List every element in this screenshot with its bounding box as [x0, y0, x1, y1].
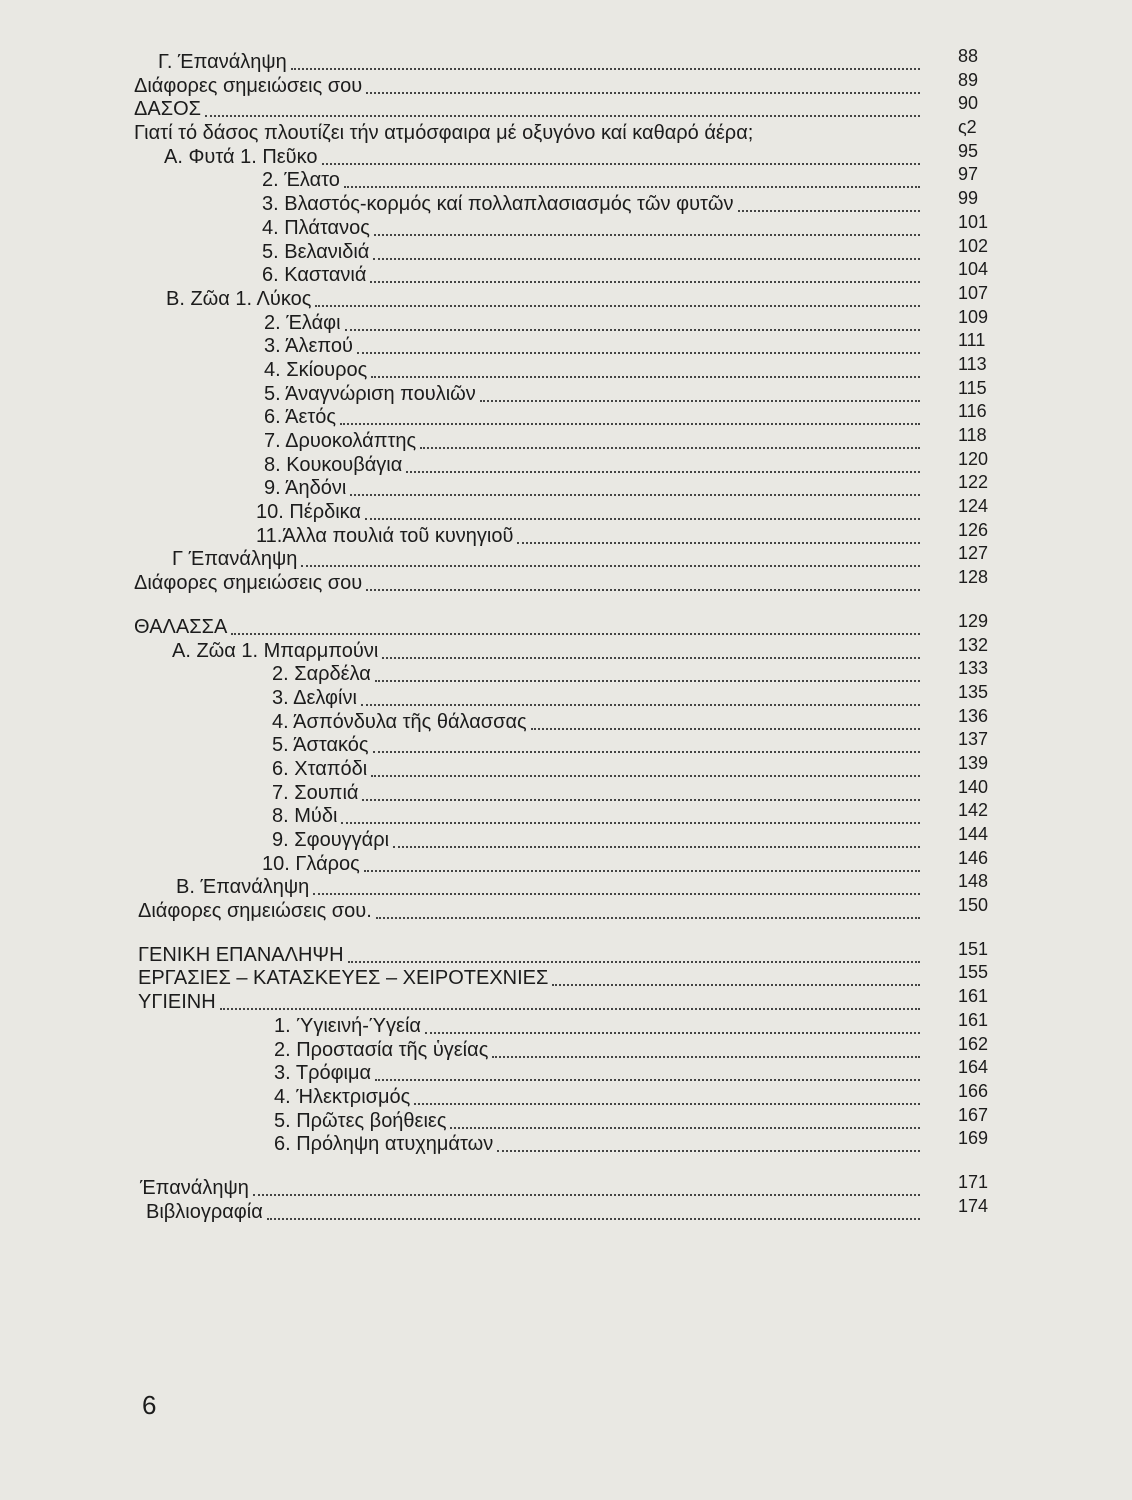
- toc-entry-label: 6. Άετός: [264, 406, 337, 429]
- toc-entry: [0, 119, 1132, 143]
- toc-entry: [0, 353, 1132, 381]
- toc-dot-leader: [374, 214, 920, 236]
- toc-dot-leader: [341, 802, 920, 824]
- toc-dot-leader: [480, 380, 920, 402]
- toc-dot-leader: [361, 684, 920, 706]
- toc-entry: [0, 681, 1132, 709]
- toc-entry-page: 146: [958, 847, 989, 868]
- toc-dot-leader: [371, 755, 920, 777]
- toc-entry-label: 1. Ύγιεινή-Ύγεία: [274, 1014, 421, 1037]
- toc-entry: [0, 705, 1132, 733]
- toc-entry: [0, 660, 1132, 684]
- toc-dot-leader: [738, 190, 920, 212]
- page-number: 6: [142, 1390, 157, 1420]
- toc-dot-leader: [301, 545, 920, 567]
- toc-entry-label: 4. Ήλεκτρισμός: [274, 1085, 411, 1108]
- toc-dot-leader: [220, 988, 920, 1010]
- toc-entry: [0, 211, 1132, 239]
- toc-entry-page: 124: [958, 496, 989, 517]
- toc-entry-page: 99: [958, 188, 979, 209]
- toc-entry-page: 95: [958, 140, 979, 161]
- toc-entry-page: 174: [958, 1195, 989, 1216]
- toc-entry-label: 3. Δελφίνι: [272, 686, 357, 709]
- toc-entry-page: 142: [958, 800, 989, 821]
- toc-entry: [0, 1080, 1132, 1108]
- toc-entry: [0, 427, 1132, 451]
- toc-entry-page: 167: [958, 1104, 989, 1125]
- toc-entry-label: ΘΑΛΑΣΣΑ: [134, 615, 228, 638]
- toc-dot-leader: [313, 873, 920, 895]
- toc-entry-page: 126: [958, 519, 989, 540]
- toc-entry-label: 2. Έλάφι: [264, 311, 341, 334]
- toc-entry-label: Β. Ζῶα 1. Λύκος: [166, 287, 312, 310]
- toc-entry-page: 136: [958, 705, 989, 726]
- toc-dot-leader: [450, 1107, 920, 1129]
- toc-dot-leader: [348, 941, 920, 963]
- toc-entry-page: 161: [958, 986, 989, 1007]
- toc-entry-label: Γ Έπανάληψη: [172, 548, 298, 571]
- toc-entry-label: Διάφορες σημειώσεις σου.: [138, 900, 372, 923]
- toc-entry: [0, 1130, 1132, 1154]
- toc-entry: [0, 752, 1132, 780]
- toc-dot-leader: [375, 660, 920, 682]
- toc-entry-page: 171: [958, 1171, 989, 1192]
- toc-entry-page: 101: [958, 211, 989, 232]
- toc-dot-leader: [393, 826, 920, 848]
- toc-dot-leader: [350, 474, 920, 496]
- toc-dot-leader: [382, 637, 920, 659]
- toc-entry-label: 8. Μύδι: [272, 805, 338, 828]
- toc-dot-leader: [322, 143, 921, 165]
- toc-entry-label: 2. Σαρδέλα: [272, 663, 371, 686]
- toc-entry: [0, 1195, 1132, 1223]
- toc-dot-leader: [291, 48, 920, 70]
- toc-entry-label: Α. Φυτά 1. Πεῦκο: [164, 145, 318, 168]
- toc-entry-label: Βιβλιογραφία: [146, 1200, 263, 1223]
- toc-entry: [0, 776, 1132, 804]
- toc-dot-leader: [420, 427, 920, 449]
- toc-entry-label: 5. Πρῶτες βοήθειες: [274, 1109, 447, 1132]
- toc-dot-leader: [315, 285, 920, 307]
- toc-dot-leader: [231, 613, 920, 635]
- toc-entry: [0, 1009, 1132, 1037]
- toc-entry-page: 169: [958, 1128, 989, 1149]
- toc-entry-label: Γ. Έπανάληψη: [158, 51, 287, 73]
- toc-entry-page: 161: [958, 1009, 989, 1030]
- toc-entry: [0, 519, 1132, 547]
- toc-entry-label: 9. Άηδόνι: [264, 477, 347, 500]
- toc-entry-label: 5. Άστακός: [272, 734, 369, 757]
- toc-entry-label: Γιατί τό δάσος πλουτίζει τήν ατμόσφαιρα μέ οξυγόνο καί καθαρό άέρα;: [134, 122, 754, 145]
- toc-entry: [0, 306, 1132, 334]
- toc-entry: [0, 282, 1132, 310]
- toc-entry: [0, 48, 1132, 72]
- toc-entry-page: 115: [958, 377, 987, 398]
- toc-entry-label: 10. Πέρδικα: [256, 501, 361, 524]
- toc-entry: [0, 988, 1132, 1012]
- toc-entry-page: 144: [958, 824, 989, 844]
- toc-entry-page: 118: [958, 425, 987, 445]
- toc-entry: [0, 1033, 1132, 1061]
- toc-entry-label: ΕΡΓΑΣΙΕΣ – ΚΑΤΑΣΚΕΥΕΣ – ΧΕΙΡΟΤΕΧΝΙΕΣ: [138, 967, 549, 990]
- section-gap: [0, 593, 1132, 613]
- toc-entry: [0, 802, 1132, 826]
- toc-entry-label: 8. Κουκουβάγια: [264, 453, 403, 476]
- toc-entry-page: 148: [958, 871, 989, 892]
- toc-entry-page: ς2: [958, 117, 977, 138]
- toc-dot-leader: [362, 779, 920, 801]
- toc-entry-page: 111: [958, 330, 986, 351]
- toc-entry-label: ΔΑΣΟΣ: [134, 98, 201, 121]
- toc-entry-label: 6. Καστανιά: [262, 264, 367, 287]
- toc-dot-leader: [373, 731, 920, 753]
- toc-entry: [0, 1171, 1132, 1199]
- toc-dot-leader: [253, 1174, 920, 1196]
- toc-entry: [0, 545, 1132, 569]
- toc-entry-label: 4. Σκίουρος: [264, 358, 368, 381]
- toc-entry: [0, 332, 1132, 356]
- toc-dot-leader: [340, 403, 920, 425]
- toc-entry: [0, 190, 1132, 214]
- toc-entry: [0, 731, 1132, 755]
- toc-entry: [0, 377, 1132, 405]
- toc-entry-label: 3. Τρόφιμα: [274, 1062, 372, 1085]
- toc-dot-leader: [373, 238, 920, 260]
- toc-dot-leader: [357, 332, 920, 354]
- toc-entry: [0, 166, 1132, 190]
- toc-entry: [0, 95, 1132, 119]
- table-of-contents: [0, 48, 1132, 1221]
- toc-entry-label: ΓΕΝΙΚΗ ΕΠΑΝΑΛΗΨΗ: [138, 943, 344, 966]
- toc-entry: [0, 897, 1132, 921]
- section-gap: [0, 1154, 1132, 1174]
- toc-entry: [0, 261, 1132, 285]
- toc-entry: [0, 569, 1132, 593]
- toc-entry: [0, 235, 1132, 263]
- toc-entry: [0, 964, 1132, 988]
- toc-dot-leader: [371, 356, 920, 378]
- toc-entry-page: 102: [958, 235, 989, 256]
- toc-entry: [0, 403, 1132, 427]
- toc-entry-page: 90: [958, 93, 979, 114]
- toc-dot-leader: [364, 850, 920, 872]
- toc-dot-leader: [344, 166, 920, 188]
- toc-entry-label: 6. Χταπόδι: [272, 757, 368, 780]
- toc-dot-leader: [552, 964, 920, 986]
- toc-entry-page: 155: [958, 962, 989, 983]
- toc-entry-page: 109: [958, 306, 989, 327]
- toc-entry-page: 139: [958, 752, 989, 773]
- toc-dot-leader: [370, 261, 920, 283]
- toc-entry: [0, 873, 1132, 897]
- toc-entry-label: Έπανάληψη: [140, 1176, 249, 1199]
- toc-entry-page: 116: [958, 401, 987, 422]
- toc-entry-page: 127: [958, 543, 989, 564]
- toc-entry-page: 140: [958, 776, 989, 797]
- toc-dot-leader: [345, 309, 920, 331]
- toc-dot-leader: [531, 708, 920, 730]
- toc-entry-label: Διάφορες σημειώσεις σου: [134, 572, 363, 595]
- toc-entry-page: 120: [958, 448, 989, 469]
- toc-dot-leader: [414, 1083, 920, 1105]
- toc-dot-leader: [375, 1059, 920, 1081]
- toc-entry-page: 162: [958, 1033, 989, 1054]
- toc-entry-label: 9. Σφουγγάρι: [272, 829, 390, 851]
- toc-dot-leader: [267, 1198, 920, 1220]
- toc-entry: [0, 474, 1132, 498]
- toc-entry-label: 7. Δρυοκολάπτης: [264, 430, 417, 452]
- toc-entry-page: 88: [958, 46, 979, 66]
- toc-entry-page: 137: [958, 729, 989, 750]
- toc-entry-label: 2. Έλατο: [262, 169, 340, 192]
- section-gap: [0, 921, 1132, 941]
- toc-entry-page: 150: [958, 895, 989, 916]
- toc-entry-page: 89: [958, 69, 979, 90]
- toc-entry-page: 133: [958, 658, 989, 679]
- toc-entry: [0, 847, 1132, 875]
- toc-entry-page: 107: [958, 282, 989, 303]
- toc-entry-page: 151: [958, 938, 989, 959]
- toc-entry-label: 5. Βελανιδιά: [262, 240, 370, 263]
- toc-entry-label: 10. Γλάρος: [262, 852, 360, 875]
- toc-entry-label: 4. Πλάτανος: [262, 216, 370, 239]
- toc-entry-label: Α. Ζῶα 1. Μπαρμπούνι: [172, 639, 379, 662]
- toc-entry-page: 128: [958, 567, 989, 588]
- toc-dot-leader: [366, 72, 920, 94]
- toc-entry: [0, 448, 1132, 476]
- toc-dot-leader: [517, 522, 920, 544]
- toc-dot-leader: [376, 897, 920, 919]
- toc-dot-leader: [366, 569, 920, 591]
- toc-entry-label: Διάφορες σημειώσεις σου: [134, 74, 363, 97]
- toc-entry: [0, 826, 1132, 850]
- toc-entry-page: 113: [958, 353, 987, 374]
- toc-entry-label: 2. Προστασία τῆς ὑγείας: [274, 1038, 489, 1061]
- toc-entry-label: 6. Πρόληψη ατυχημάτων: [274, 1133, 494, 1156]
- toc-entry-label: 5. Άναγνώριση πουλιῶν: [264, 382, 476, 405]
- toc-entry-label: 3. Βλαστός-κορμός καί πολλαπλασιασμός τῶν φυτῶν: [262, 193, 734, 216]
- toc-entry: [0, 938, 1132, 966]
- toc-entry-label: 4. Άσπόνδυλα τῆς θάλασσας: [272, 710, 527, 733]
- toc-entry-label: 7. Σουπιά: [272, 781, 359, 804]
- toc-entry: [0, 140, 1132, 168]
- toc-entry-label: 3. Άλεπού: [264, 335, 353, 358]
- toc-entry-page: 164: [958, 1057, 989, 1078]
- toc-dot-leader: [497, 1130, 920, 1152]
- toc-entry-page: 166: [958, 1080, 989, 1101]
- toc-entry-page: 132: [958, 634, 989, 655]
- toc-dot-leader: [425, 1012, 920, 1034]
- toc-entry: [0, 610, 1132, 638]
- toc-entry-page: 122: [958, 472, 989, 493]
- toc-entry-label: 11.Άλλα πουλιά τοῦ κυνηγιοῦ: [256, 524, 514, 547]
- toc-dot-leader: [205, 95, 920, 117]
- toc-dot-leader: [406, 451, 920, 473]
- toc-dot-leader: [365, 498, 920, 520]
- toc-dot-leader: [492, 1036, 920, 1058]
- toc-entry: [0, 634, 1132, 662]
- toc-entry: [0, 69, 1132, 97]
- toc-entry-page: 129: [958, 610, 989, 631]
- toc-entry: [0, 1104, 1132, 1132]
- toc-entry-page: 135: [958, 681, 989, 702]
- toc-entry-page: 104: [958, 259, 989, 280]
- toc-entry-label: Β. Έπανάληψη: [176, 876, 310, 899]
- toc-entry: [0, 498, 1132, 522]
- toc-entry-page: 97: [958, 164, 979, 185]
- toc-entry: [0, 1059, 1132, 1083]
- toc-entry-label: ΥΓΙΕΙΝΗ: [138, 991, 216, 1014]
